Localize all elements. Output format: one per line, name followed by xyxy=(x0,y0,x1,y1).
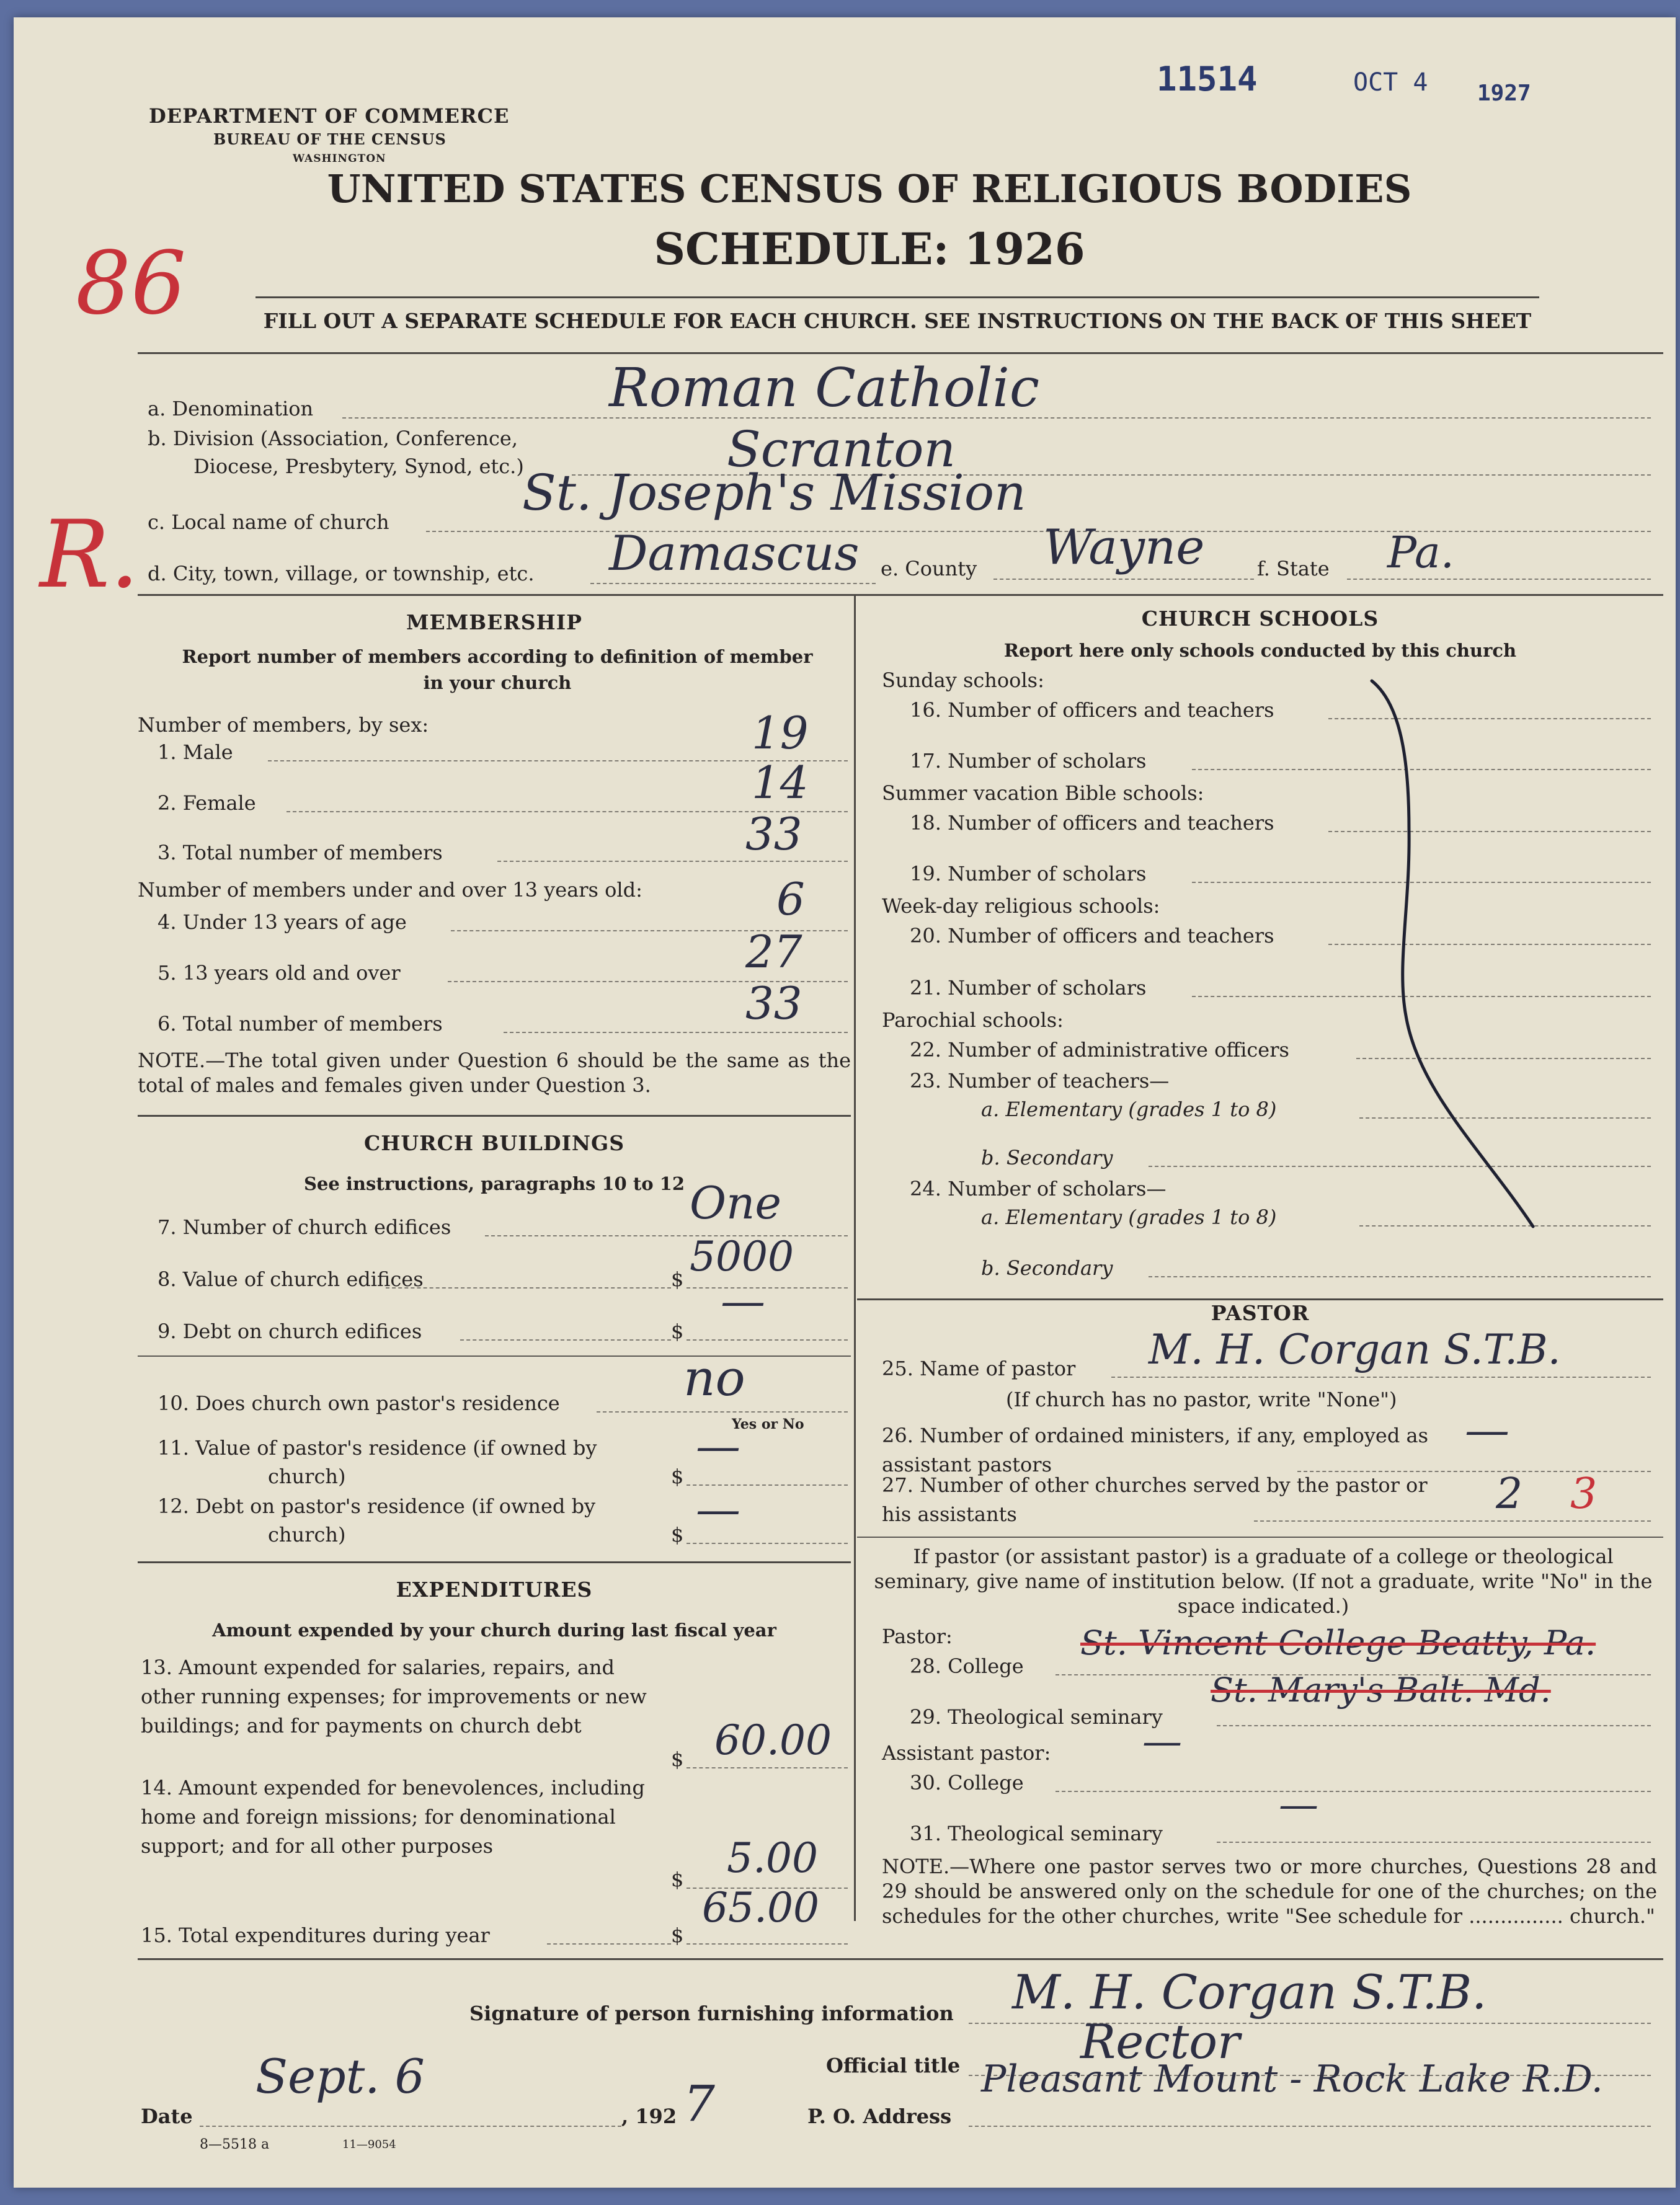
official-title-label: Official title xyxy=(826,2054,961,2077)
assistant-pastor-label: Assistant pastor: xyxy=(882,1741,1051,1765)
q10-label: 10. Does church own pastor's residence xyxy=(158,1391,560,1415)
q2-value: 14 xyxy=(752,756,809,809)
received-date-stamp: OCT 4 xyxy=(1353,68,1428,97)
q9-dollar: $ xyxy=(671,1320,684,1343)
q14-value: 5.00 xyxy=(727,1834,818,1882)
q23-label: 23. Number of teachers— xyxy=(910,1069,1170,1093)
q7-value: One xyxy=(690,1177,782,1229)
q4-label: 4. Under 13 years of age xyxy=(158,910,407,934)
denomination-label: a. Denomination xyxy=(148,397,314,420)
q13-value: 60.00 xyxy=(714,1716,832,1764)
print-number: 11—9054 xyxy=(342,2138,396,2151)
q11-label: 11. Value of pastor's residence (if owned by xyxy=(158,1436,597,1460)
q13-label: 13. Amount expended for salaries, repairs, and other running expenses; for improvements or new buildings; and for payments on church debt xyxy=(141,1656,647,1737)
division-label: b. Division (Association, Conference, xyxy=(148,427,518,450)
q13-dollar: $ xyxy=(671,1747,684,1771)
q23b-label: b. Secondary xyxy=(981,1146,1113,1169)
q25-label: 25. Name of pastor xyxy=(882,1357,1076,1380)
q9-value: — xyxy=(721,1275,765,1327)
q11-dollar: $ xyxy=(671,1465,684,1488)
q28-value: St. Vincent College Beatty, Pa. xyxy=(1080,1623,1596,1662)
q10-value: no xyxy=(683,1349,745,1407)
q1-label: 1. Male xyxy=(158,740,233,764)
form-number: 8—5518 a xyxy=(200,2137,270,2152)
bureau-city: WASHINGTON xyxy=(293,153,386,165)
date-value: Sept. 6 xyxy=(256,2049,425,2104)
q11-value: — xyxy=(696,1420,740,1472)
date-label: Date xyxy=(141,2105,193,2128)
bureau-name: BUREAU OF THE CENSUS xyxy=(213,130,447,148)
county-label: e. County xyxy=(881,557,977,580)
q26-label: 26. Number of ordained ministers, if any, employed as assistant pastors xyxy=(882,1424,1428,1476)
church-name-label: c. Local name of church xyxy=(148,510,389,534)
q29-label: 29. Theological seminary xyxy=(910,1705,1163,1729)
church-buildings-heading: CHURCH BUILDINGS xyxy=(363,1131,625,1155)
q15-value: 65.00 xyxy=(702,1884,819,1932)
division-value: Scranton xyxy=(727,420,956,478)
q25-value: M. H. Corgan S.T.B. xyxy=(1149,1326,1561,1373)
q16-label: 16. Number of officers and teachers xyxy=(910,698,1274,722)
po-address-label: P. O. Address xyxy=(807,2105,952,2128)
graduate-instruction: If pastor (or assistant pastor) is a graduate of a college or theological seminary, give name of institution below. (If not a graduate, write "No" in the space indicated.) xyxy=(874,1545,1653,1618)
q31-label: 31. Theological seminary xyxy=(910,1822,1163,1845)
assistant-pastor-dash: — xyxy=(1142,1719,1182,1765)
form-title: UNITED STATES CENSUS OF RELIGIOUS BODIES xyxy=(327,166,1412,211)
q15-label: 15. Total expenditures during year xyxy=(141,1923,490,1947)
q5-label: 5. 13 years old and over xyxy=(158,961,401,985)
city-label: d. City, town, village, or township, etc. xyxy=(148,562,535,585)
q14-label: 14. Amount expended for benevolences, including home and foreign missions; for denominational support; and for all other purposes xyxy=(141,1776,645,1858)
census-schedule-page xyxy=(14,17,1676,2188)
membership-heading: MEMBERSHIP xyxy=(406,610,582,634)
q12-label-cont: church) xyxy=(268,1523,346,1546)
year-prefix: , 192 xyxy=(621,2105,677,2128)
q24b-label: b. Secondary xyxy=(981,1256,1113,1280)
division-label-cont: Diocese, Presbytery, Synod, etc.) xyxy=(193,455,524,478)
q12-label: 12. Debt on pastor's residence (if owned by xyxy=(158,1494,596,1518)
not-applicable-stroke xyxy=(1359,668,1558,1239)
received-year-stamp: 1927 xyxy=(1477,81,1531,106)
q14-dollar: $ xyxy=(671,1868,684,1891)
denomination-value: Roman Catholic xyxy=(609,357,1040,419)
members-by-age-label: Number of members under and over 13 years old: xyxy=(138,878,642,902)
county-value: Wayne xyxy=(1043,520,1205,575)
q12-value: — xyxy=(696,1483,740,1535)
q15-dollar: $ xyxy=(671,1923,684,1947)
pastor-label: Pastor: xyxy=(882,1625,953,1648)
q31-value: — xyxy=(1279,1782,1318,1828)
q1-value: 19 xyxy=(752,707,809,759)
q26-value: — xyxy=(1465,1404,1509,1456)
q11-label-cont: church) xyxy=(268,1465,346,1488)
q24a-label: a. Elementary (grades 1 to 8) xyxy=(981,1205,1277,1229)
q8-label: 8. Value of church edifices xyxy=(158,1267,424,1291)
schedule-title: SCHEDULE: 1926 xyxy=(654,223,1085,275)
church-schools-heading: CHURCH SCHOOLS xyxy=(1141,606,1379,631)
church-name-value: St. Joseph's Mission xyxy=(522,464,1026,521)
q22-label: 22. Number of administrative officers xyxy=(910,1038,1289,1062)
q5-value: 27 xyxy=(745,926,802,978)
pastor-heading: PASTOR xyxy=(1211,1301,1310,1325)
expenditures-instruction: Amount expended by your church during last fiscal year xyxy=(212,1620,776,1641)
expenditures-heading: EXPENDITURES xyxy=(396,1577,593,1602)
signature-label: Signature of person furnishing information xyxy=(469,2002,954,2025)
separate-schedule-instruction: FILL OUT A SEPARATE SCHEDULE FOR EACH CHURCH. SEE INSTRUCTIONS ON THE BACK OF THIS SHEET xyxy=(263,309,1532,333)
q8-value: 5000 xyxy=(690,1233,794,1280)
q2-label: 2. Female xyxy=(158,791,256,815)
q8-dollar: $ xyxy=(671,1267,684,1291)
q28-label: 28. College xyxy=(910,1654,1024,1678)
q3-value: 33 xyxy=(745,808,802,860)
church-schools-instruction: Report here only schools conducted by this church xyxy=(1003,640,1517,661)
q7-label: 7. Number of church edifices xyxy=(158,1215,451,1239)
file-number-stamp: 11514 xyxy=(1157,60,1258,99)
city-value: Damascus xyxy=(609,526,860,582)
official-title-value: Rector xyxy=(1080,2014,1240,2069)
q21-label: 21. Number of scholars xyxy=(910,976,1147,1000)
margin-code-mark: 86 xyxy=(76,233,187,334)
margin-letter-mark: R. xyxy=(40,501,140,609)
state-value: Pa. xyxy=(1387,527,1454,578)
po-address-value: Pleasant Mount - Rock Lake R.D. xyxy=(981,2057,1603,2101)
q12-dollar: $ xyxy=(671,1523,684,1546)
q4-value: 6 xyxy=(776,873,805,925)
q27-correction: 3 xyxy=(1570,1470,1598,1519)
parochial-schools-label: Parochial schools: xyxy=(882,1008,1064,1032)
q27-label: 27. Number of other churches served by the pastor or his assistants xyxy=(882,1473,1428,1526)
q6-label: 6. Total number of members xyxy=(158,1012,443,1036)
q20-label: 20. Number of officers and teachers xyxy=(910,924,1274,947)
q18-label: 18. Number of officers and teachers xyxy=(910,811,1274,835)
department-name: DEPARTMENT OF COMMERCE xyxy=(149,104,510,128)
summer-schools-label: Summer vacation Bible schools: xyxy=(882,781,1204,805)
q6-value: 33 xyxy=(745,977,802,1029)
membership-instruction: Report number of members according to definition of member in your church xyxy=(182,646,813,693)
members-by-sex-label: Number of members, by sex: xyxy=(138,713,429,737)
sunday-schools-label: Sunday schools: xyxy=(882,668,1044,692)
year-digit: 7 xyxy=(683,2075,715,2132)
q25-note: (If church has no pastor, write "None") xyxy=(1006,1388,1397,1411)
church-buildings-instruction: See instructions, paragraphs 10 to 12 xyxy=(303,1173,685,1194)
signature-value: M. H. Corgan S.T.B. xyxy=(1012,1964,1487,2020)
q3-label: 3. Total number of members xyxy=(158,841,443,864)
q23a-label: a. Elementary (grades 1 to 8) xyxy=(981,1098,1277,1121)
q30-label: 30. College xyxy=(910,1771,1024,1795)
pastor-note: NOTE.—Where one pastor serves two or more churches, Questions 28 and 29 should be answered only on the schedule for one of the churches; on the schedules for the other churches, write "See schedule for ............... church." xyxy=(882,1855,1657,1928)
q27-value: 2 xyxy=(1496,1470,1523,1519)
q17-label: 17. Number of scholars xyxy=(910,749,1147,773)
q19-label: 19. Number of scholars xyxy=(910,862,1147,885)
weekday-schools-label: Week-day religious schools: xyxy=(882,894,1160,918)
state-label: f. State xyxy=(1257,557,1330,580)
membership-note: NOTE.—The total given under Question 6 should be the same as the total of males and females given under Question 3. xyxy=(138,1049,851,1097)
q9-label: 9. Debt on church edifices xyxy=(158,1320,422,1343)
yes-or-no-caption: Yes or No xyxy=(732,1416,804,1432)
q24-label: 24. Number of scholars— xyxy=(910,1177,1167,1200)
q29-value: St. Mary's Balt. Md. xyxy=(1211,1670,1551,1710)
